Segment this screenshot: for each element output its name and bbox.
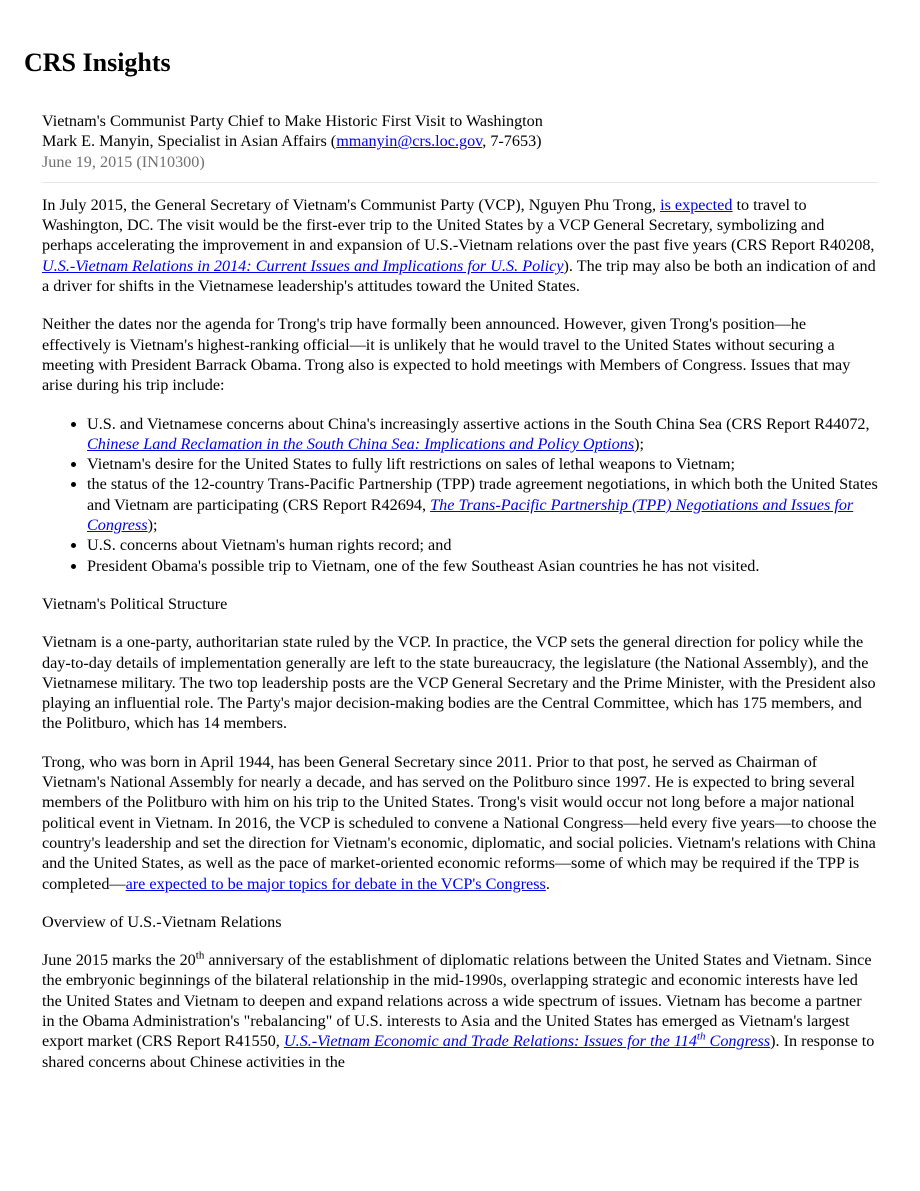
issues-list	[42, 414, 878, 576]
superscript: th	[195, 949, 205, 962]
is-expected-link[interactable]: is expected	[660, 195, 733, 214]
author-line	[42, 131, 878, 151]
section-heading-political-structure: Vietnam's Political Structure	[42, 594, 228, 613]
paragraph-text: .	[545, 874, 550, 893]
list-item-text: U.S. and Vietnamese concerns about China's increasingly assertive actions in the South China Sea (CRS Report R44072,	[87, 414, 870, 433]
report-r44072-link[interactable]: Chinese Land Reclamation in the South China Sea: Implications and Policy Options	[87, 434, 635, 453]
paragraph-text: Trong, who was born in April 1944, has been General Secretary since 2011. Prior to that post, he served as Chairman of Vietnam's National Assembly for nearly a decade, and has served on the Politburo since 1997. He is expected to bring several members of the Politburo with him on his trip to the United States. Trong's visit would occur not long before a major national political event in Vietnam. In 2016, the VCP is scheduled to convene a National Congress—held every five years—to choose the country's leadership and set the direction for Vietnam's economic, diplomatic, and social policies. Vietnam's relations with China and the United States, as well as the pace of market-oriented economic reforms—some of which may be required if the TPP is completed—	[42, 752, 877, 893]
list-item-text: );	[147, 516, 158, 535]
article	[42, 111, 878, 1090]
author-prefix: Mark E. Manyin, Specialist in Asian Affairs (	[42, 132, 337, 151]
list-item-text: );	[634, 434, 645, 453]
brand-title: CRS Insights	[24, 48, 171, 77]
paragraph-agenda: Neither the dates nor the agenda for Trong's trip have formally been announced. However, given Trong's position—he effectively is Vietnam's highest-ranking official—it is unlikely that he would travel to the United States without securing a meeting with President Barrack Obama. Trong also is expected to hold meetings with Members of Congress. Issues that may arise during his trip include:	[42, 315, 851, 395]
vcp-congress-link[interactable]: are expected to be major topics for debate in the VCP's Congress	[125, 874, 546, 893]
list-item: • President Obama's possible trip to Vietnam, one of the few Southeast Asian countries he has not visited.	[87, 556, 878, 576]
section-heading-relations-overview: Overview of U.S.-Vietnam Relations	[42, 912, 282, 931]
paragraph-text: In July 2015, the General Secretary of Vietnam's Communist Party (VCP), Nguyen Phu Trong,	[42, 195, 661, 214]
report-r41550-link[interactable]	[284, 1032, 770, 1050]
report-r40208-link[interactable]: U.S.-Vietnam Relations in 2014: Current Issues and Implications for U.S. Policy	[42, 256, 564, 275]
publication-date: June 19, 2015 (IN10300)	[42, 152, 205, 171]
link-text: Congress	[705, 1032, 771, 1051]
list-item-text: the status of the 12-country Trans-Pacific Partnership (TPP) trade agreement negotiations, in which both the United States and Vietnam are participating (CRS Report R42694,	[87, 475, 878, 514]
paragraph-trong-bio	[42, 752, 878, 894]
paragraph-text: June 2015 marks the 20	[42, 951, 196, 970]
superscript: th	[696, 1030, 706, 1043]
paragraph-relations	[42, 950, 878, 1072]
paragraph-text: ). In response to shared concerns about Chinese activities in the	[42, 1032, 875, 1071]
list-item	[87, 414, 878, 455]
link-text: U.S.-Vietnam Economic and Trade Relations: Issues for the 114	[283, 1032, 697, 1051]
paragraph-text: anniversary of the establishment of diplomatic relations between the United States and Vietnam. Since the embryonic beginnings of the bilateral relationship in the mid-1990s, overlapping strategic and economic interests have led the United States and Vietnam to deepen and expand relations across a wide spectrum of issues. Vietnam has become a partner in the Obama Administration's "rebalancing" of U.S. interests to Asia and the United States has emerged as Vietnam's largest export market (CRS Report R41550,	[42, 951, 872, 1051]
list-item: • U.S. concerns about Vietnam's human rights record; and	[87, 535, 878, 555]
paragraph-intro	[42, 195, 878, 296]
list-item: • Vietnam's desire for the United States to fully lift restrictions on sales of lethal weapons to Vietnam;	[87, 454, 878, 474]
list-item	[87, 474, 878, 535]
report-r42694-link[interactable]: The Trans-Pacific Partnership (TPP) Negotiations and Issues for Congress	[87, 495, 854, 535]
paragraph-text: ). The trip may also be both an indication of and a driver for shifts in the Vietnamese leadership's attitudes toward the United States.	[42, 256, 876, 296]
author-suffix: , 7-7653)	[482, 132, 542, 151]
author-email-link[interactable]: mmanyin@crs.loc.gov	[336, 132, 483, 151]
article-title: Vietnam's Communist Party Chief to Make Historic First Visit to Washington	[42, 112, 543, 130]
paragraph-political-structure: Vietnam is a one-party, authoritarian state ruled by the VCP. In practice, the VCP sets the general direction for policy while the day-to-day details of implementation generally are left to the state bureaucracy, the legislature (the National Assembly), and the Vietnamese military. The two top leadership posts are the VCP General Secretary and the Prime Minister, with the President also playing an influential role. The Party's major decision-making bodies are the Central Committee, which has 175 members, and the Politburo, which has 14 members.	[42, 633, 876, 733]
header-divider	[42, 182, 878, 183]
paragraph-text: to travel to Washington, DC. The visit would be the first-ever trip to the United States by a VCP General Secretary, symbolizing and perhaps accelerating the improvement in and expansion of U.S.-Vietnam relations over the past five years (CRS Report R40208,	[42, 195, 875, 255]
